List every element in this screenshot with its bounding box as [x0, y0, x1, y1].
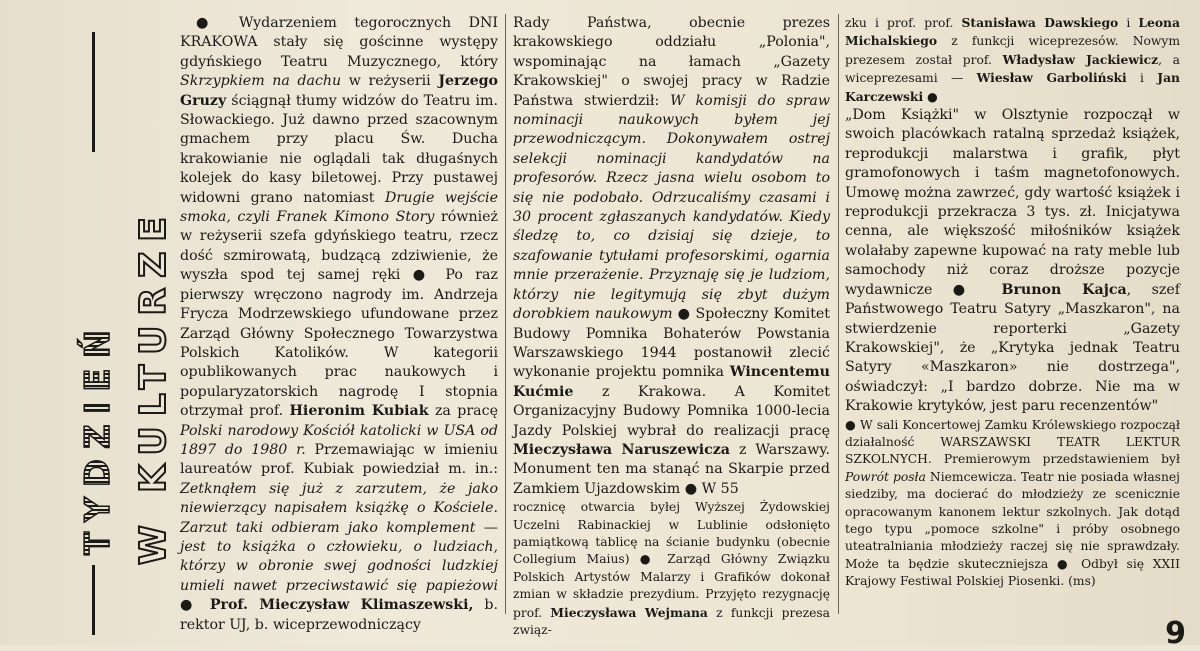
col1-run: Hieronim Kubiak — [289, 403, 429, 420]
title-rule-bottom — [92, 565, 95, 635]
col2-small-end-run: z funkcji prezesa związ- — [513, 605, 830, 637]
col1-run: Przemawiając w imieniu laureatów prof. Kubiak powiedział m. in.: — [180, 441, 498, 478]
col3-small-run: Władysław Jackiewicz — [1002, 51, 1159, 67]
col2-small-run: rocznicę otwarcia byłej Wyższej Żydowskiej Uczelni Rabinackiej w Lublinie odsłonięto pamiątkową tablicę na ścianie budynku (obecnie Collegium Maius) ● Zarząd Główny Związku Polskich Artystów Malarzy i Grafików dokonał zmian w składzie prezydium. Przyjęto rezygnację prof. — [513, 500, 830, 620]
col3-small-run: Jan Karczewski — [845, 70, 1180, 104]
col1-run: Jerzego Gruzy — [180, 73, 498, 109]
col3-small2-run: Powrót posła — [845, 469, 926, 484]
column-1-text — [180, 14, 498, 635]
col3-run: Brunon Kajca — [1001, 281, 1127, 298]
section-title-band — [28, 10, 178, 635]
column-3-small-text-top — [845, 14, 1180, 106]
column-2-small-text — [513, 499, 830, 639]
col1-run: również w reżyserii szefa gdyńskiego teatru, rzecz dość szmirowatą, budzącą zdziwienie, że wyszła spod tej samej ręki ● Po raz pierwszy wręczono nagrody im. Andrzeja Frycza Modrzewskiego ufundowane przez Zarząd Główny Społecznego Towarzystwa Polskich Katolików. W kategorii opublikowanych prac naukowych i popularyzatorskich nagrodę I stopnia otrzymał prof. — [180, 209, 498, 420]
column-2-text — [513, 14, 830, 499]
col1-run: Prof. Mieczysław Klimaszewski, — [209, 597, 474, 614]
col2-run: z Warszawy. Monument ten ma stanąć na Skarpie przed Zamkiem Ujazdowskim ● W 55 — [513, 441, 830, 497]
article-column-3 — [845, 14, 1180, 591]
col3-small-run: Wiesław Garboliński — [976, 70, 1127, 86]
col2-run: z Krakowa. A Komitet Organizacyjny Budowy Pomnika 1000-lecia Jazdy Polskiej wybrał do realizacji pracę — [513, 383, 830, 439]
section-title-line2: W KULTURZE — [133, 207, 174, 565]
title-rule-top — [92, 32, 95, 152]
col1-run: w reżyserii — [341, 73, 439, 90]
article-column-1 — [180, 14, 498, 635]
col2-run: Mieczysława Naruszewicza — [513, 441, 731, 458]
col3-small2-run: Niemcewicza. Teatr nie posiada własnej siedziby, ma docierać do młodzieży ze scenicznie opracowanym kanonem lektur szkolnych. Jak dotąd tego typu „pomoce szkolne" i próby osobnego uteatralniania młodzieży raczej się nie sprawdzały. Może ta będzie skuteczniejsza ● Odbył się XXII Krajowy Festiwal Polskiej Piosenki. (ms) — [845, 469, 1180, 589]
col2-run: Wincentemu Kućmie — [513, 364, 830, 400]
col3-small-run: z funkcji wiceprezesów. Nowym prezesem został prof. — [845, 34, 1180, 67]
col1-run: Zetknąłem się już z zarzutem, że jako niewierzący napisałem książkę o Kościele. Zarzut taki odbieram jako komplement — jest to książka o człowieku, o ludziach, którzy w obronie swej godności ludzkiej umieli nawet przeciwstawić się papieżowi — [180, 480, 498, 594]
col3-small-run: i — [1118, 16, 1139, 30]
col2-run: ● Społeczny Komitet Budowy Pomnika Bohaterów Powstania Warszawskiego 1944 postanowił zlecić wykonanie projektu pomnika — [513, 306, 830, 381]
col3-small-run: Stanisława Dawskiego — [961, 15, 1119, 30]
col3-small2-run: ● W sali Koncertowej Zamku Królewskiego rozpoczął działalność WARSZAWSKI TEATR LEKTUR SZKOLNYCH. Premierowym przedstawieniem był — [845, 417, 1180, 467]
col3-small-run: , a wiceprezesami — — [845, 52, 1180, 86]
col3-small-run: Leona Michalskiego — [845, 15, 1180, 49]
col1-run: ściągnął tłumy widzów do Teatru im. Słowackiego. Już dawno przed szacownym gmachem przy placu Św. Ducha krakowianie nie oglądali tak długaśnych kolejek do kasy biletowej. Przy pustawej widowni grano natomiast — [180, 92, 498, 206]
section-title-line1: TYDZIEŃ — [78, 319, 118, 555]
col1-run: ● — [180, 597, 210, 614]
article-column-2 — [513, 14, 830, 639]
col2-run: W komisji do spraw nominacji naukowych byłem jej przewodniczącym. Dokonywałem ostrej selekcji nominacji kandydatów na profesorów. Rzecz jasna wielu osobom to się nie podobało. Odrzucaliśmy czasami i 30 procent zgłaszanych kandydatów. Kiedy śledzę to, co dzisiaj się dzieje, to szafowanie tytułami profesorskimi, ogarnia mnie przerażenie. Przyznaję się je ludziom, którzy nie legitymują się zbyt dużym dorobkiem naukowym — [513, 92, 830, 323]
col1-run: Polski narodowy Kościół katolicki w USA od 1897 do 1980 r. — [180, 422, 498, 458]
column-3-small-text-bottom — [845, 417, 1180, 591]
col2-run: Rady Państwa, obecnie prezes krakowskiego oddziału „Polonia", wspominając na łamach „Gazety Krakowskiej" o swojej pracy w Radzie Państwa stwierdził: — [513, 15, 830, 109]
col1-run: Drugie wejście smoka, czyli Franek Kimono Story — [180, 189, 498, 226]
column-3-text — [845, 106, 1180, 417]
column-divider-2 — [838, 14, 839, 614]
col1-run: b. rektor UJ, b. wiceprzewodniczący — [180, 597, 499, 633]
col3-small-run: i — [1126, 71, 1158, 86]
column-divider-1 — [505, 14, 506, 614]
col3-small-run: zku i prof. prof. — [845, 16, 962, 30]
col1-run: za pracę — [428, 403, 498, 420]
col1-run: Skrzypkiem na dachu — [180, 73, 342, 90]
col3-run: „Dom Książki" w Olsztynie rozpoczął w swoich placówkach ratalną sprzedaż książek, reprodukcji malarstwa i grafik, płyt gramofonowych i taśm magnetofonowych. Umowę można zawrzeć, gdy wartość książek i reprodukcji przekracza 3 tys. zł. Inicjatywa cenna, ale większość miłośników książek wolałaby zapewne kupować na raty meble lub samochody niż coraz droższe pozycje wydawnicze ● — [845, 107, 1180, 298]
col1-run: ● Wydarzeniem tegorocznych DNI KRAKOWA stały się gościnne występy gdyńskiego Teatru Muzycznego, który — [180, 15, 498, 70]
col2-small-bold-run: Mieczysława Wejmana — [550, 604, 708, 620]
page-number: 9 — [1165, 616, 1186, 651]
col3-small-run: ● — [923, 89, 938, 104]
col3-run: , szef Państwowego Teatru Satyry „Maszkaron", na stwierdzenie reporterki „Gazety Krakowskiej", że „Krytyka jednak Teatru Satyry «Maszkaron» nie dostrzega", oświadczył: „I bardzo dobrze. Nie ma w Krakowie krytyków, jest paru recenzentów" — [845, 281, 1180, 415]
